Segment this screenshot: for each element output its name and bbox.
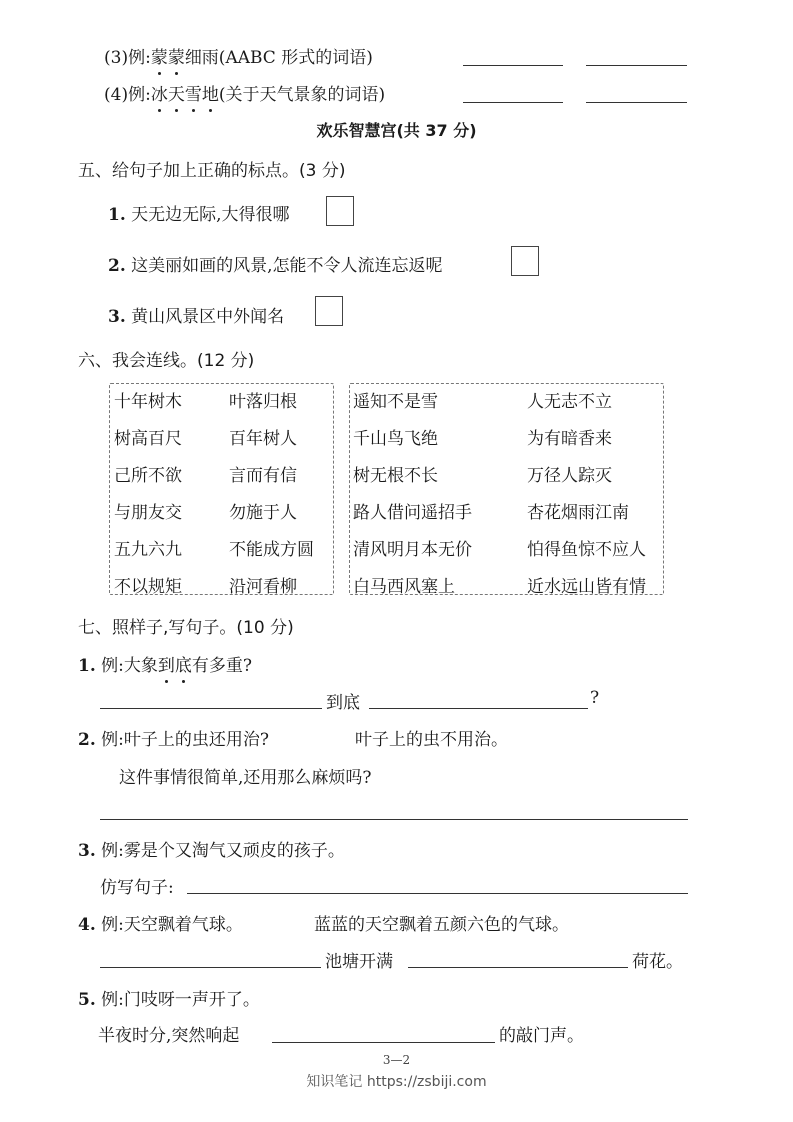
example-text: 例:雾是个又淘气又顽皮的孩子。 [101,841,345,861]
match-item[interactable]: 沿河看柳 [229,577,297,597]
example-text: 例:天空飘着气球。 [101,915,243,935]
section-5-heading: 五、给句子加上正确的标点。(3 分) [78,161,346,181]
example-text: 有多重? [191,656,253,676]
match-panel-left [109,383,334,595]
answer-line[interactable] [272,1042,495,1043]
item-number: (3)例: [104,48,151,68]
page-number: 3—2 [382,1053,411,1067]
match-item[interactable]: 人无志不立 [527,392,612,412]
item-number: 5. [78,990,96,1010]
example-text: 例:大象 [101,656,158,676]
item-text: 细雨(AABC 形式的词语) [184,48,373,68]
answer-line[interactable] [463,65,563,66]
dotted-char: 地 [201,85,219,105]
item-number: 2. [78,730,96,750]
match-item[interactable]: 近水远山皆有情 [527,577,646,597]
match-item[interactable]: 杏花烟雨江南 [527,503,629,523]
answer-line[interactable] [100,967,321,968]
fill-text: 半夜时分,突然响起 [98,1026,240,1046]
punct-item-1 [108,200,290,225]
answer-line[interactable] [408,967,628,968]
word-item-4 [104,80,385,105]
fill-text: ? [590,688,600,708]
dotted-char: 蒙 [167,48,185,68]
match-item[interactable]: 遥知不是雪 [353,392,438,412]
item-text: 天无边无际,大得很哪 [131,205,290,225]
item-number: (4)例: [104,85,151,105]
answer-line[interactable] [187,893,688,894]
answer-line[interactable] [463,102,563,103]
match-item[interactable]: 不以规矩 [114,577,182,597]
match-panel-right [349,383,664,595]
dotted-char: 底 [174,656,192,676]
sentence-example-5 [78,985,260,1010]
match-item[interactable]: 怕得鱼惊不应人 [527,540,646,560]
match-item[interactable]: 勿施于人 [229,503,297,523]
answer-line[interactable] [100,819,688,820]
dotted-char: 冰 [150,85,168,105]
item-number: 1. [108,205,126,225]
word-item-3 [104,43,373,68]
section-6-heading: 六、我会连线。(12 分) [78,351,255,371]
match-item[interactable]: 清风明月本无价 [353,540,472,560]
example-text: 例:叶子上的虫还用治? [101,730,269,750]
match-item[interactable]: 己所不欲 [114,466,182,486]
match-item[interactable]: 路人借问遥招手 [353,503,472,523]
dotted-char: 蒙 [150,48,168,68]
section-7-heading: 七、照样子,写句子。(10 分) [78,618,294,638]
punctuation-box[interactable] [315,296,343,326]
punctuation-box[interactable] [326,196,354,226]
match-item[interactable]: 为有暗香来 [527,429,612,449]
match-item[interactable]: 万径人踪灭 [527,466,612,486]
item-number: 2. [108,256,126,276]
match-item[interactable]: 百年树人 [229,429,297,449]
fill-text: 池塘开满 [325,952,393,972]
match-item[interactable]: 树无根不长 [353,466,438,486]
answer-line[interactable] [586,65,687,66]
dotted-char: 到 [157,656,175,676]
answer-line[interactable] [369,708,588,709]
section-title: 欢乐智慧宫(共 37 分) [316,121,477,140]
dotted-char: 雪 [184,85,202,105]
sentence-example-1 [78,651,252,676]
sentence-example-2 [78,725,269,750]
task-text: 这件事情很简单,还用那么麻烦吗? [119,768,372,788]
match-item[interactable]: 五九六九 [114,540,182,560]
sentence-example-4 [78,910,243,935]
sentence-example-3 [78,836,345,861]
prompt-text: 仿写句子: [100,878,174,898]
match-item[interactable]: 十年树木 [114,392,182,412]
example-text: 蓝蓝的天空飘着五颜六色的气球。 [314,915,569,935]
example-text: 叶子上的虫不用治。 [355,730,508,750]
item-number: 4. [78,915,96,935]
match-item[interactable]: 树高百尺 [114,429,182,449]
site-watermark: 知识笔记 https://zsbiji.com [306,1074,487,1090]
fill-text: 荷花。 [632,952,683,972]
fill-text: 的敲门声。 [499,1026,584,1046]
match-item[interactable]: 千山鸟飞绝 [353,429,438,449]
match-item[interactable]: 叶落归根 [229,392,297,412]
punct-item-3 [108,302,284,327]
match-item[interactable]: 白马西风塞上 [353,577,455,597]
item-number: 3. [108,307,126,327]
answer-line[interactable] [100,708,322,709]
item-text: 黄山风景区中外闻名 [131,307,285,327]
item-text: (关于天气景象的词语) [218,85,386,105]
item-text: 这美丽如画的风景,怎能不令人流连忘返呢 [131,256,443,276]
match-item[interactable]: 言而有信 [229,466,297,486]
item-number: 1. [78,656,96,676]
answer-line[interactable] [586,102,687,103]
punctuation-box[interactable] [511,246,539,276]
fill-text: 到底 [326,693,360,713]
example-text: 例:门吱呀一声开了。 [101,990,260,1010]
match-item[interactable]: 不能成方圆 [229,540,314,560]
match-item[interactable]: 与朋友交 [114,503,182,523]
dotted-char: 天 [167,85,185,105]
punct-item-2 [108,251,443,276]
item-number: 3. [78,841,96,861]
